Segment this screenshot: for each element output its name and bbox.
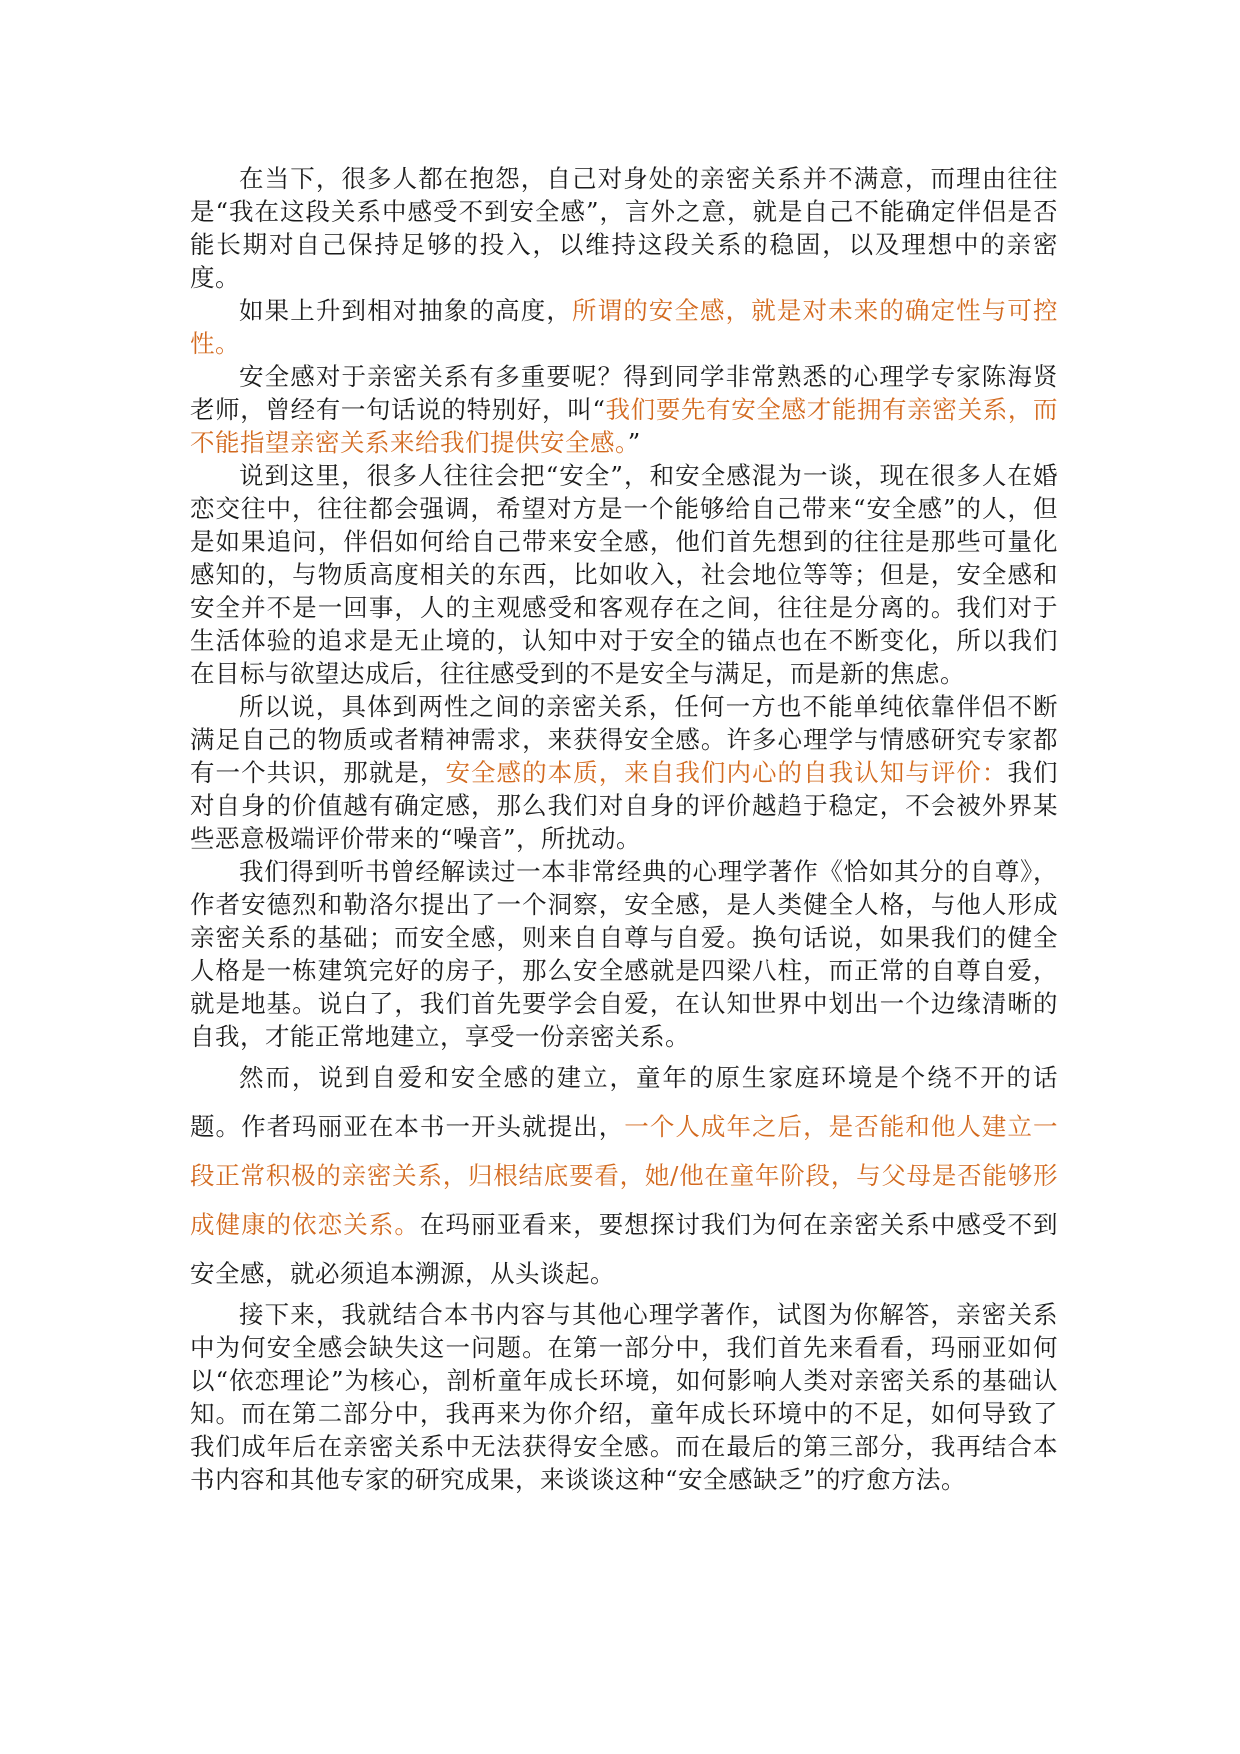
paragraph-6: [190, 855, 1058, 1053]
paragraph-7: [190, 1053, 1058, 1298]
paragraph-5-text: 所以说，具体到两性之间的亲密关系，任何一方也不能单纯依靠伴侣不断满足自己的物质或者精神需求，来获得安全感。许多心理学与情感研究专家都有一个共识，那就是，: [190, 692, 1058, 787]
paragraph-3-text: 安全感对于亲密关系有多重要呢？得到同学非常熟悉的心理学专家陈海贤老师，曾经有一句话说的特别好，叫“: [190, 362, 1058, 424]
highlight-quote: 我们要先有安全感才能拥有亲密关系，而不能指望亲密关系来给我们提供安全感。: [190, 395, 1059, 457]
highlight-security-definition: 所谓的安全感，就是对未来的确定性与可控性。: [190, 296, 1058, 358]
paragraph-5-end: 我们对自身的价值越有确定感，那么我们对自身的评价越趋于稳定，不会被外界某些恶意极端评价带来的“噪音”，所扰动。: [190, 758, 1059, 853]
paragraph-1-text: 在当下，很多人都在抱怨，自己对身处的亲密关系并不满意，而理由往往是“我在这段关系中感受不到安全感”，言外之意，就是自己不能确定伴侣是否能长期对自己保持足够的投入，以维持这段关系的稳固，以及理想中的亲密度。: [190, 164, 1058, 292]
paragraph-1: [190, 162, 1058, 294]
paragraph-8: [190, 1298, 1058, 1496]
paragraph-8-text: 接下来，我就结合本书内容与其他心理学著作，试图为你解答，亲密关系中为何安全感会缺失这一问题。在第一部分中，我们首先来看看，玛丽亚如何以“依恋理论”为核心，剖析童年成长环境，如何影响人类对亲密关系的基础认知。而在第二部分中，我再来为你介绍，童年成长环境中的不足，如何导致了我们成年后在亲密关系中无法获得安全感。而在最后的第三部分，我再结合本书内容和其他专家的研究成果，来谈谈这种“安全感缺乏”的疗愈方法。: [190, 1300, 1058, 1494]
paragraph-3-end: ”: [627, 428, 641, 457]
paragraph-7-end: 在玛丽亚看来，要想探讨我们为何在亲密关系中感受不到安全感，就必须追本溯源，从头谈起。: [190, 1210, 1059, 1288]
paragraph-3: [190, 360, 1058, 459]
paragraph-4: [190, 459, 1058, 690]
paragraph-7-text: 然而，说到自爱和安全感的建立，童年的原生家庭环境是个绕不开的话题。作者玛丽亚在本书一开头就提出，: [190, 1063, 1058, 1141]
paragraph-2: [190, 294, 1058, 360]
paragraph-4-text: 说到这里，很多人往往会把“安全”，和安全感混为一谈，现在很多人在婚恋交往中，往往都会强调，希望对方是一个能够给自己带来“安全感”的人，但是如果追问，伴侣如何给自己带来安全感，他们首先想到的往往是那些可量化感知的，与物质高度相关的东西，比如收入，社会地位等等；但是，安全感和安全并不是一回事，人的主观感受和客观存在之间，往往是分离的。我们对于生活体验的追求是无止境的，认知中对于安全的锚点也在不断变化，所以我们在目标与欲望达成后，往往感受到的不是安全与满足，而是新的焦虑。: [190, 461, 1058, 688]
highlight-attachment: 一个人成年之后，是否能和他人建立一段正常积极的亲密关系，归根结底要看，她/他在童年阶段，与父母是否能够形成健康的依恋关系。: [190, 1112, 1059, 1239]
paragraph-6-text: 我们得到听书曾经解读过一本非常经典的心理学著作《恰如其分的自尊》，作者安德烈和勒洛尔提出了一个洞察，安全感，是人类健全人格，与他人形成亲密关系的基础；而安全感，则来自自尊与自爱。换句话说，如果我们的健全人格是一栋建筑完好的房子，那么安全感就是四梁八柱，而正常的自尊自爱，就是地基。说白了，我们首先要学会自爱，在认知世界中划出一个边缘清晰的自我，才能正常地建立，享受一份亲密关系。: [190, 857, 1058, 1051]
highlight-essence: 安全感的本质，来自我们内心的自我认知与评价：: [445, 758, 1008, 787]
paragraph-5: [190, 690, 1058, 855]
paragraph-2-text: 如果上升到相对抽象的高度，: [239, 296, 572, 325]
document-body: [190, 162, 1058, 1496]
